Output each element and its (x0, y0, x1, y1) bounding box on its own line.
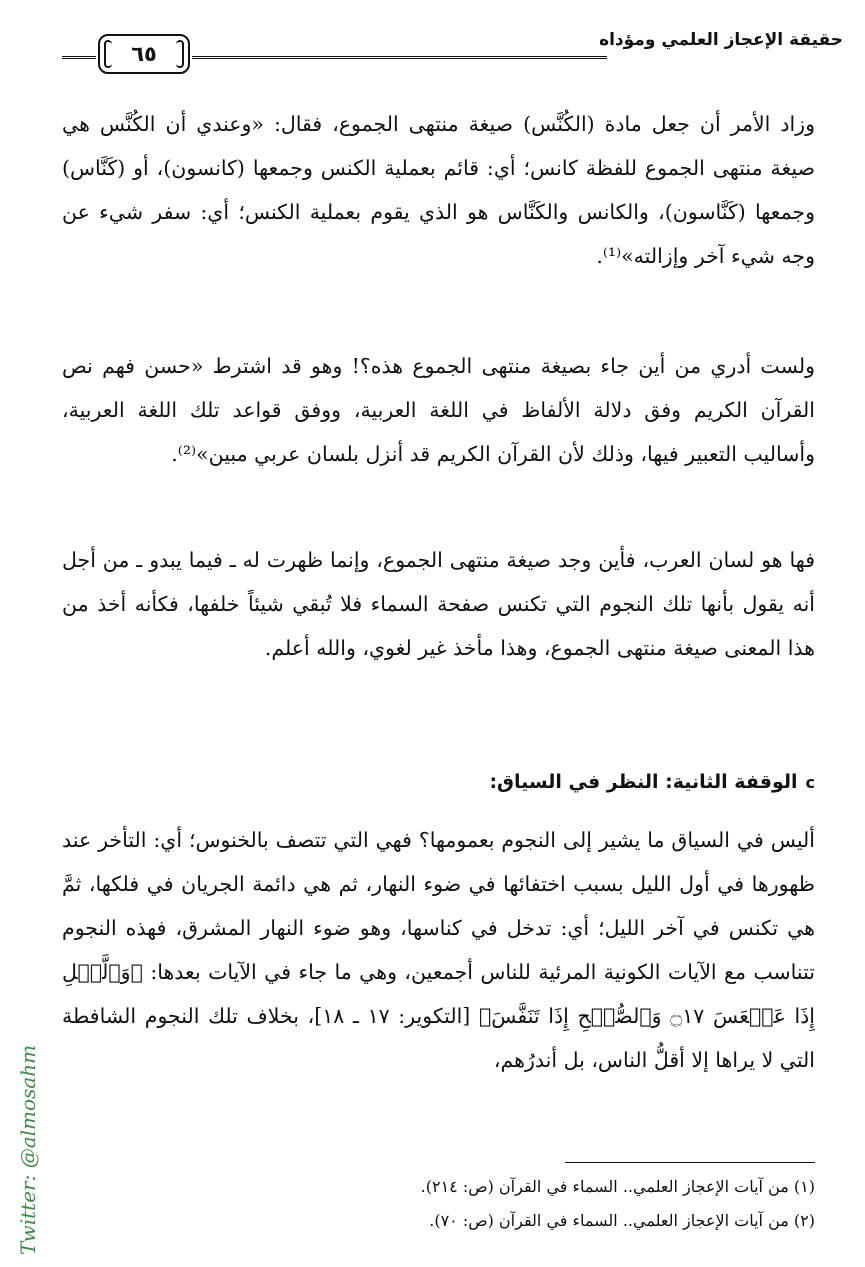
paragraph-2 (62, 344, 815, 476)
paragraph-4 (62, 818, 815, 1082)
paragraph-text: أليس في السياق ما يشير إلى النجوم بعمومها؟ فهي التي تتصف بالخنوس؛ أي: التأخر عند ظهورها في أول الليل بسبب اختفائها في ضوء النهار، ثم هي دائمة الجريان في فلكها، ثمَّ هي تكنس في آخر الليل؛ أي: تدخل في كناسها، وهو ضوء النهار المشرق، فهذه النجوم تتناسب مع الآيات الكونية المرئية للناس أجمعين، وهي ما جاء في الآيات بعدها: ﴿وَٱلَّيۡلِ إِذَا عَسۡعَسَ ۝١٧ وَٱلصُّبۡحِ إِذَا تَنَفَّسَ﴾ [التكوير: ١٧ ـ ١٨]، بخلاف تلك النجوم الشافطة التي لا يراها إلا أقلُّ الناس، بل أندرُهم، (62, 828, 816, 1072)
page-number: ٦٥ (98, 34, 190, 74)
header-rule-left (62, 56, 96, 59)
header-rule-right (192, 56, 607, 59)
paragraph-3 (62, 538, 815, 670)
section-heading-text: الوقفة الثانية: النظر في السياق: (489, 771, 798, 793)
footnote-1: (١) من آيات الإعجاز العلمي.. السماء في القرآن (ص: ٢١٤). (420, 1177, 815, 1196)
watermark-text: Twitter: @almosahm (16, 1044, 40, 1255)
paragraph-text: فها هو لسان العرب، فأين وجد صيغة منتهى الجموع، وإنما ظهرت له ـ فيما يبدو ـ من أجل أنه يقول بأنها تلك النجوم التي تكنس صفحة السماء فلا تُبقي شيئاً خلفها، فكأنه أخذ من هذا المعنى صيغة منتهى الجموع، وهذا مأخذ غير لغوي، والله أعلم. (62, 548, 815, 660)
footnote-divider (565, 1162, 815, 1163)
running-title: حقيقة الإعجاز العلمي ومؤداه (599, 30, 843, 50)
paragraph-1 (62, 102, 815, 278)
footnotes (62, 1170, 815, 1238)
section-heading (62, 771, 815, 793)
paragraph-text: وزاد الأمر أن جعل مادة (الكُنَّس) صيغة منتهى الجموع، فقال: «وعندي أن الكُنَّس هي صيغة منتهى الجموع للفظة كانس؛ أي: قائم بعملية الكنس وجمعها (كانسون)، أو (كَنَّاس) وجمعها (كَنَّاسون)، والكانس والكَنَّاس هو الذي يقوم بعملية الكنس؛ أي: سفر شيء عن وجه شيء آخر وإزالته»⁽¹⁾. (62, 112, 815, 268)
footnote-2: (٢) من آيات الإعجاز العلمي.. السماء في القرآن (ص: ٧٠). (429, 1211, 815, 1230)
paragraph-text: ولست أدري من أين جاء بصيغة منتهى الجموع هذه؟! وهو قد اشترط «حسن فهم نص القرآن الكريم وفق دلالة الألفاظ في اللغة العربية، ووفق قواعد تلك اللغة العربية، وأساليب التعبير فيها، وذلك لأن القرآن الكريم قد أنزل بلسان عربي مبين»⁽²⁾. (62, 354, 815, 466)
page-header (62, 28, 843, 72)
bullet-icon: c (805, 772, 815, 792)
